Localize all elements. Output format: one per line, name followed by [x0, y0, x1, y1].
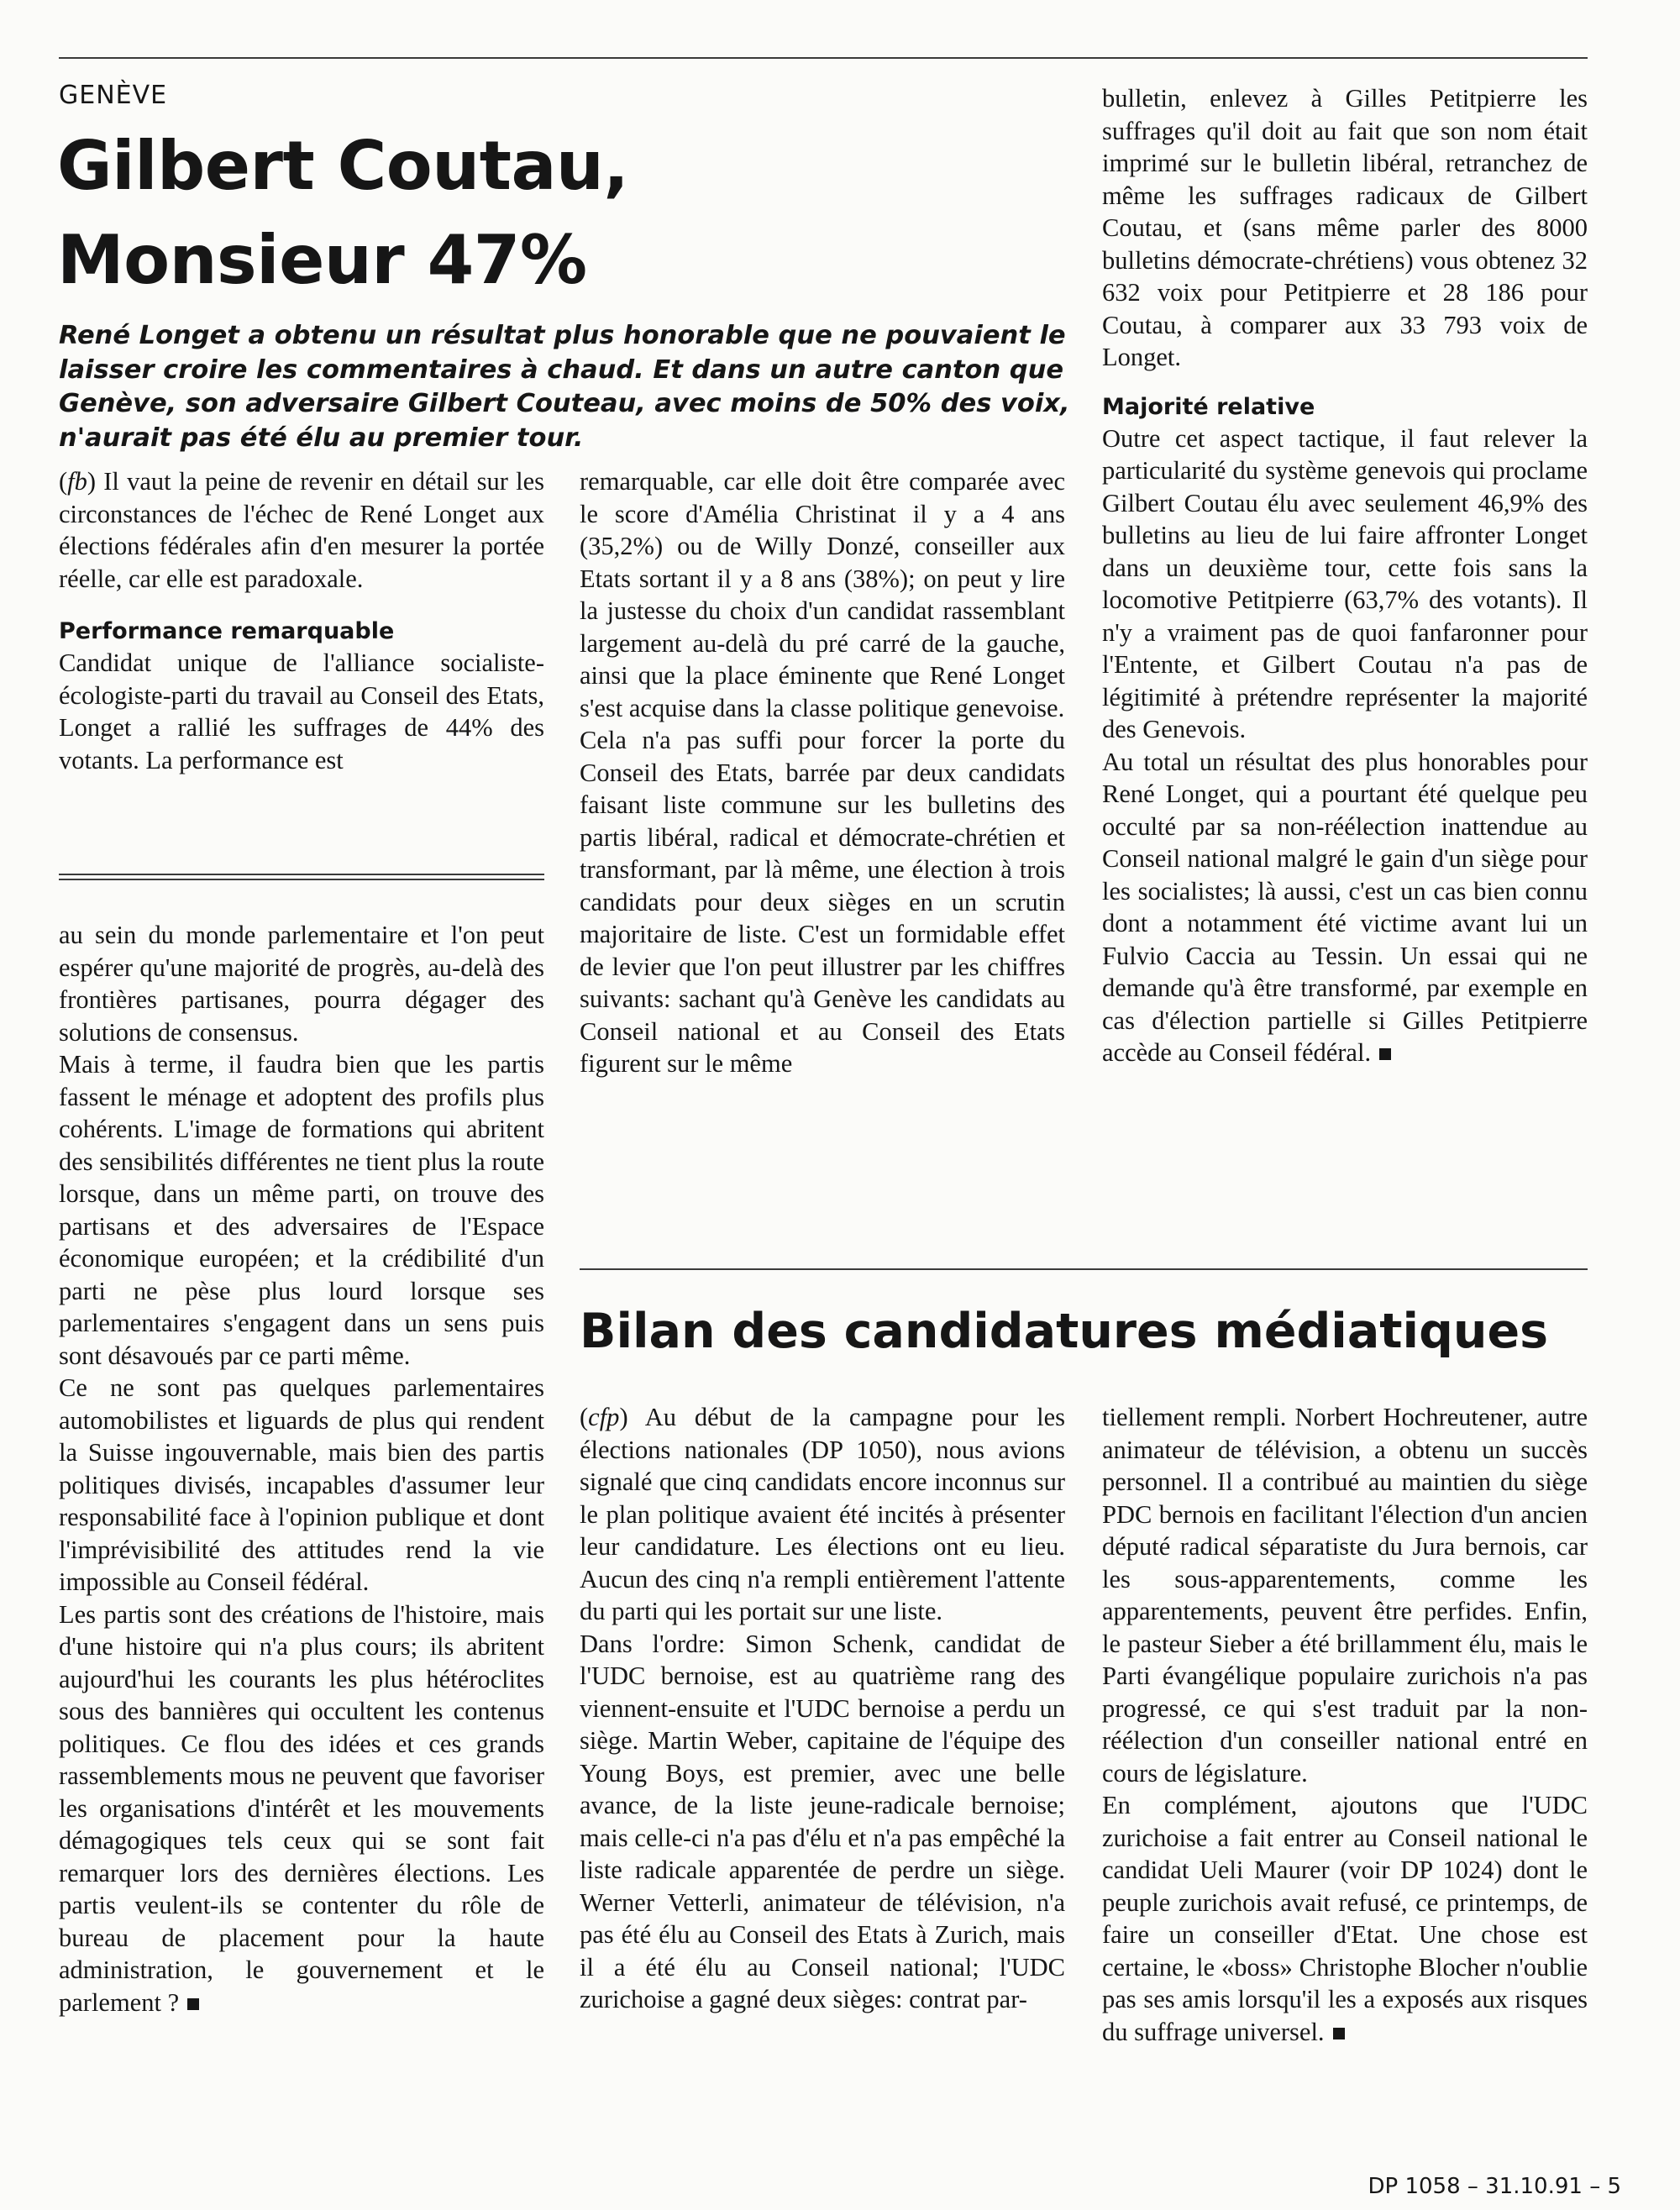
headline-line-1: Gilbert Coutau, — [57, 127, 629, 205]
subheading: Performance remarquable — [59, 618, 395, 644]
paragraph-text: Au total un résultat des plus honorables pour René Longet, qui a pourtant été quelque peu occulté par sa non-réélection inattendue au Conseil national malgré le gain d'un siège pour les socialistes; là aussi, c'est un cas bien connu dont a notamment été victime avant lui un Fulvio Caccia au Tessin. Un essai qui ne demande qu'à être transformé, par exemple en cas d'élection partielle si Gilles Petitpierre accède au Conseil fédéral. — [1102, 747, 1588, 1067]
paragraph — [1102, 1789, 1588, 2048]
section-headline: Bilan des candidatures médiatiques — [580, 1304, 1549, 1359]
paragraph: tiellement rempli. Norbert Hochreutener, autre animateur de télévision, a obtenu un succès personnel. Il a contribué au maintien du siège PDC bernois en facilitant l'élection d'un ancien député radical séparatiste du Jura bernois, car les sous-apparentements, comme les apparentements, peuvent être perfides. Enfin, le pasteur Sieber a été brillamment élu, mais le Parti évangélique populaire zurichois n'a pas progressé, ce qui s'est traduit par la non-réélection d'un conseiller national entré en cours de législature. — [1102, 1403, 1588, 1787]
paragraph: bulletin, enlevez à Gilles Petitpierre les suffrages qu'il doit au fait que son nom était imprimé sur le bulletin libéral, retranchez de même les suffrages radicaux de Gilbert Coutau, et (sans même parler des 8000 bulletins démocrate-chrétiens) vous obtenez 32 632 voix pour Petitpierre et 28 186 pour Coutau, à comparer aux 33 793 voix de Longet. — [1102, 84, 1588, 371]
paragraph: remarquable, car elle doit être comparée avec le score d'Amélia Christinat il y a 4 ans (35,2%) ou de Willy Donzé, conseiller aux Etats sortant il y a 8 ans (38%); on peut y lire la justesse du choix d'un candidat rassemblant largement au-delà du pré carré de la gauche, ainsi que la place éminente que René Longet s'est acquise dans la classe politique genevoise. — [580, 467, 1065, 722]
article1-column-1 — [59, 465, 544, 776]
page-footer: DP 1058 – 31.10.91 – 5 — [1368, 2174, 1621, 2199]
paragraph: Candidat unique de l'alliance socialiste-écologiste-parti du travail au Conseil des Etats, Longet a rallié les suffrages de 44% des votants. La performance est — [59, 648, 544, 774]
lead-paragraph: René Longet a obtenu un résultat plus honorable que ne pouvaient le laisser croire les commentaires à chaud. Et dans un autre canton que Genève, son adversaire Gilbert Couteau, avec moins de 50% des voix, n'aurait pas été élu au premier tour. — [59, 321, 1070, 453]
paragraph: Outre cet aspect tactique, il faut relever la particularité du système genevois qui proclame Gilbert Coutau élu avec seulement 46,9% des bulletins au lieu de lui faire affronter Longet dans un deuxième tour, cette fois sans la locomotive Petitpierre (63,7% des votants). Il n'y a vraiment pas de quoi fanfaronner pour l'Entente, et Gilbert Coutau n'a pas de légitimité à prétendre représenter la majorité des Genevois. — [1102, 423, 1588, 743]
end-mark-icon — [187, 1998, 199, 2010]
paragraph-text: Les partis sont des créations de l'histoire, mais d'une histoire qui n'a plus cours; ils abritent aujourd'hui les courants les plus hétéroclites sous des bannières qui occultent les contenus politiques. Ce flou des idées et ces grands rassemblements mous ne peuvent que favoriser les organisations d'intérêt et les mouvements démagogiques tels ceux qui se sont fait remarquer lors des dernières élections. Les partis veulent-ils se contenter du rôle de bureau de placement pour la haute administration, le gouvernement et le parlement ? — [59, 1599, 544, 2017]
paragraph: Dans l'ordre: Simon Schenk, candidat de l'UDC bernoise, est au quatrième rang des viennent-ensuite et l'UDC bernoise a perdu un siège. Martin Weber, capitaine de l'équipe des Young Boys, est premier, avec une belle avance, de la liste jeune-radicale bernoise; mais celle-ci n'a pas d'élu et n'a pas empêché la liste radicale apparentée de perdre un siège. Werner Vetterli, animateur de télévision, n'a pas été élu au Conseil des Etats à Zurich, mais il a été élu au Conseil national; l'UDC zurichoise a gagné deux sièges: contrat par- — [580, 1629, 1065, 2013]
kicker: GENÈVE — [59, 81, 168, 110]
headline — [57, 119, 1048, 307]
subheading: Majorité relative — [1102, 393, 1315, 420]
article1-column-2 — [580, 465, 1065, 1080]
article3-column-1 — [580, 1401, 1065, 2016]
author-initials: fb — [67, 467, 87, 496]
paragraph-text: Il vaut la peine de revenir en détail sur les circonstances de l'échec de René Longet aux élections fédérales afin d'en mesurer la portée réelle, car elle est paradoxale. — [59, 467, 544, 593]
paragraph-text: Au début de la campagne pour les élections nationales (DP 1050), nous avions signalé que cinq candidats encore inconnus sur le plan politique avaient été incités à présenter leur candidature. Les élections ont eu lieu. Aucun des cinq n'a rempli entièrement l'attente du parti qui les portait sur une liste. — [580, 1403, 1065, 1625]
column-separator-rule — [59, 874, 544, 880]
article1-column-3 — [1102, 82, 1588, 1069]
paragraph — [59, 1598, 544, 2019]
paragraph: Cela n'a pas suffi pour forcer la porte du Conseil des Etats, barrée par deux candidats faisant liste commune sur les bulletins des partis libéral, radical et démocrate-chrétien et transformant, par là même, une élection à trois candidats pour deux sièges en un scrutin majoritaire de liste. C'est un formidable effet de levier que l'on peut illustrer par les chiffres suivants: sachant qu'à Genève les candidats au Conseil national et au Conseil des Etats figurent sur le même — [580, 726, 1065, 1078]
author-initials: cfp — [588, 1403, 620, 1431]
top-rule — [59, 57, 1588, 59]
paragraph — [1102, 746, 1588, 1069]
article3-column-2 — [1102, 1401, 1588, 2048]
end-mark-icon — [1333, 2028, 1345, 2039]
end-mark-icon — [1379, 1048, 1391, 1060]
headline-line-2: Monsieur 47% — [57, 221, 587, 299]
paragraph: Ce ne sont pas quelques parlementaires automobilistes et liguards de plus qui rendent la Suisse ingouvernable, mais bien des partis politiques divisés, incapables d'assumer leur responsabilité face à l'opinion publique et dont l'imprévisibilité des attitudes rend la vie impossible au Conseil fédéral. — [59, 1373, 544, 1596]
paragraph: (cfp) Au début de la campagne pour les élections nationales (DP 1050), nous avions signalé que cinq candidats encore inconnus sur le plan politique avaient été incités à présenter leur candidature. Les élections ont eu lieu. Aucun des cinq n'a rempli entièrement l'attente du parti qui les portait sur une liste. — [580, 1403, 1065, 1625]
article2-column — [59, 919, 544, 2018]
paragraph: au sein du monde parlementaire et l'on peut espérer qu'une majorité de progrès, au-delà des frontières partisanes, pourra dégager des solutions de consensus. — [59, 921, 544, 1047]
paragraph-text: En complément, ajoutons que l'UDC zurichoise a fait entrer au Conseil national le candidat Ueli Maurer (voir DP 1024) dont le peuple zurichois avait refusé, ce printemps, de faire un conseiller d'Etat. Une chose est certaine, le «boss» Christophe Blocher n'oublie pas ses amis lorsqu'il les a exposés aux risques du suffrage universel. — [1102, 1791, 1588, 2046]
section-rule — [580, 1268, 1588, 1270]
paragraph: Mais à terme, il faudra bien que les partis fassent le ménage et adoptent des profils plus cohérents. L'image de formations qui abritent des sensibilités différentes ne tient plus la route lorsque, dans un même parti, on trouve des partisans et des adversaires de l'Espace économique européen; et la crédibilité d'un parti ne pèse plus lourd lorsque ses parlementaires s'engagent dans un sens puis sont désavoués par ce parti même. — [59, 1050, 544, 1370]
paragraph: (fb) Il vaut la peine de revenir en détail sur les circonstances de l'échec de René Longet aux élections fédérales afin d'en mesurer la portée réelle, car elle est paradoxale. — [59, 467, 544, 593]
